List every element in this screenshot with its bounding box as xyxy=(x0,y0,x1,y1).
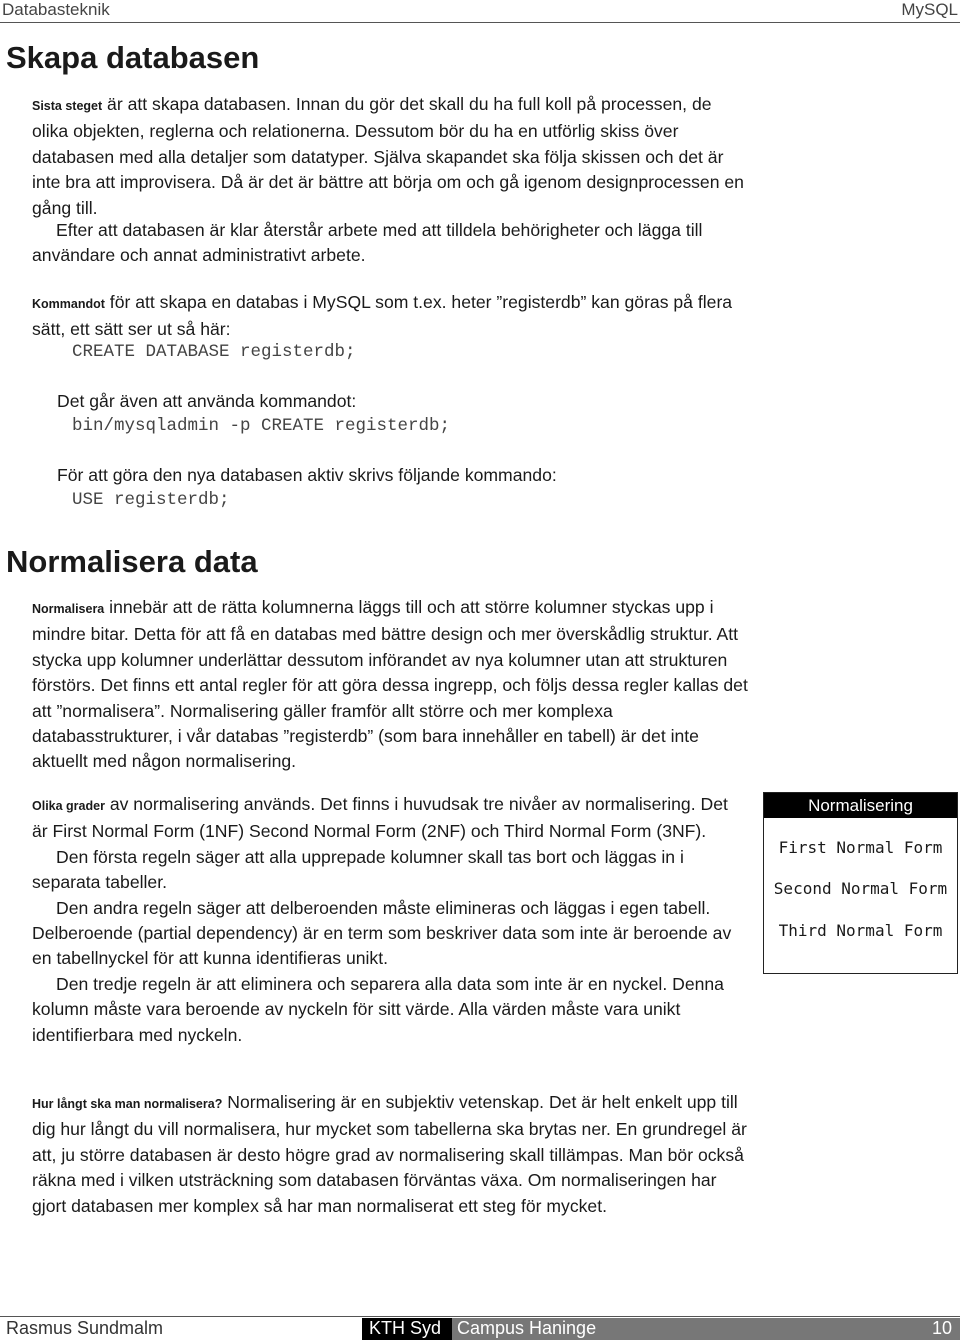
paragraph-rule-1: Den första regeln säger att alla upprepade kolumner skall tas bort och läggas in i separata tabeller. xyxy=(32,846,684,893)
paragraph-rule-2: Den andra regeln säger att delberoenden måste elimineras och läggas i egen tabell. Delberoende (partial dependency) är en term som beskriver data som inte är beroende av en tabellnyckel för att kunna identifieras unikt. xyxy=(32,897,732,969)
paragraph-text: av normalisering används. Det finns i huvudsak tre nivåer av normalisering. Det är First Normal Form (1NF) Second Normal Form (2NF) och Third Normal Form (3NF). xyxy=(32,794,728,842)
header-subject: Databasteknik xyxy=(2,0,110,19)
code-use-db: USE registerdb; xyxy=(72,490,230,510)
footer-campus: Campus Haninge xyxy=(457,1318,597,1338)
paragraph-text: för att skapa en databas i MySQL som t.ex. heter ”registerdb” kan göras på flera sätt, ett sätt ser ut så här: xyxy=(32,292,733,340)
footer-school: KTH Syd xyxy=(369,1318,442,1338)
paragraph-lead: Olika grader xyxy=(32,799,105,813)
footer-author: Rasmus Sundmalm xyxy=(6,1318,164,1338)
paragraph-how-far xyxy=(32,1090,752,1219)
sidebox-item-3nf: Third Normal Form xyxy=(778,921,943,940)
header-topic: MySQL xyxy=(901,0,958,19)
paragraph-normalize xyxy=(32,595,752,775)
code-create-database: CREATE DATABASE registerdb; xyxy=(72,342,356,362)
paragraph-lead: Kommandot xyxy=(32,297,105,311)
page-footer xyxy=(0,1316,960,1340)
paragraph-degrees xyxy=(32,792,748,1048)
text-alt-command: Det går även att använda kommandot: xyxy=(57,391,357,411)
paragraph-rule-3: Den tredje regeln är att eliminera och separera alla data som inte är en nyckel. Denna kolumn måste vara beroende av nyckeln för sitt värde. Alla värden måste vara unikt identifierbara med nyckeln. xyxy=(32,973,724,1045)
paragraph-text: är att skapa databasen. Innan du gör det skall du ha full koll på processen, de olika objekten, reglerna och relationerna. Dessutom bör du ha en utförlig skiss över databasen med alla detaljer som datatyper. Själva skapandet ska följa skissen och det är inte bra att improvisera. Då är det är bättre att börja om och gå igenom designprocessen en gång till. xyxy=(32,94,744,218)
paragraph-lead: Normalisera xyxy=(32,602,105,616)
paragraph-lead: Hur långt ska man normalisera? xyxy=(32,1097,223,1111)
text-use-command: För att göra den nya databasen aktiv skrivs följande kommando: xyxy=(57,465,557,485)
paragraph-text: Normalisering är en subjektiv vetenskap. Det är helt enkelt upp till dig hur långt du vill normalisera, hur mycket som tabellerna ska brytas ner. En grundregel är att, ju större databasen är desto högre grad av normalisering skall tillämpas. Man bör också räkna med i vilken utsträckning som databasen förväntas växa. Om normaliseringen har gjort databasen mer komplex så har man normaliserat ett steg för mycket. xyxy=(32,1092,747,1216)
page-header xyxy=(0,0,960,23)
footer-page-number: 10 xyxy=(931,1318,952,1338)
normalization-sidebox xyxy=(763,792,958,974)
paragraph-last-step xyxy=(32,92,752,221)
paragraph-lead: Sista steget xyxy=(32,99,103,113)
section-title-normalize: Normalisera data xyxy=(6,544,258,579)
paragraph-after-db xyxy=(32,218,752,269)
paragraph-text: Efter att databasen är klar återstår arbete med att tilldela behörigheter och lägga till användare och annat administrativt arbete. xyxy=(32,220,703,266)
paragraph-command xyxy=(32,290,752,343)
section-title-create-db: Skapa databasen xyxy=(6,40,260,75)
paragraph-text: innebär att de rätta kolumnerna läggs till och att större kolumner styckas upp i mindre bitar. Detta för att få en databas med bättre design och mer överskådlig struktur. Att stycka upp kolumner underlättar dessutom införandet av nya kolumner utan att strukturen förstörs. Det finns ett antal regler för att göra dessa ingrepp, och följs dessa regler kallas det att ”normalisera”. Normalisering gäller framför allt större och mer komplexa databasstrukturer, i vår databas ”registerdb” (som bara innehåller en tabell) är det inte aktuellt med någon normalisering. xyxy=(32,597,748,772)
sidebox-item-1nf: First Normal Form xyxy=(778,838,943,857)
sidebox-item-2nf: Second Normal Form xyxy=(773,879,948,898)
code-mysqladmin: bin/mysqladmin -p CREATE registerdb; xyxy=(72,416,451,436)
sidebox-title: Normalisering xyxy=(764,793,957,818)
